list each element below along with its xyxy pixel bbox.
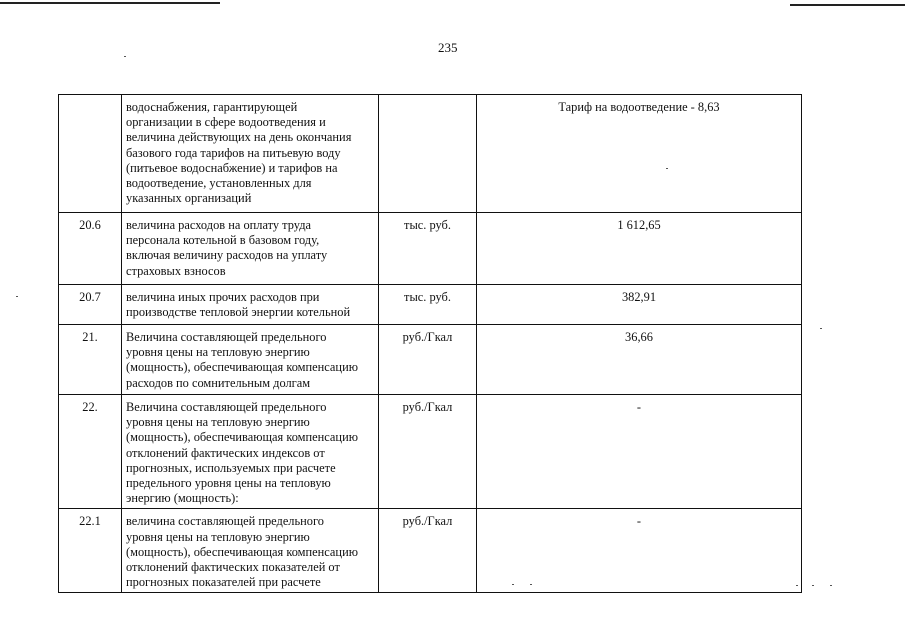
row-value: 382,91 [477,285,802,325]
row-description: Величина составляющей предельного уровня цены на тепловую энергию (мощность), обеспечивающая компенсацию расходов по сомнительным долгам [122,325,379,395]
row-unit: руб./Гкал [379,325,477,395]
row-value: 36,66 [477,325,802,395]
row-number: 22.1 [59,509,122,593]
row-description: величина составляющей предельного уровня цены на тепловую энергию (мощность), обеспечивающая компенсацию отклонений фактических показателей от прогнозных показателей при расчете [122,509,379,593]
scan-speck [812,585,814,586]
row-unit: руб./Гкал [379,509,477,593]
scan-speck [124,56,126,57]
scan-edge-line [790,4,905,6]
row-description: Величина составляющей предельного уровня цены на тепловую энергию (мощность), обеспечивающая компенсацию отклонений фактических индексов от прогнозных, используемых при расчете предельного уровня цены на тепловую энергию (мощность): [122,395,379,509]
row-description: величина расходов на оплату труда персонала котельной в базовом году, включая величину расходов на уплату страховых взносов [122,213,379,285]
row-value: Тариф на водоотведение - 8,63 [477,95,802,213]
table-row [59,213,802,285]
row-unit: руб./Гкал [379,395,477,509]
table-row [59,95,802,213]
row-value: - [477,509,802,593]
scan-speck [530,584,532,585]
scan-speck [796,585,798,586]
row-number: 20.7 [59,285,122,325]
row-unit [379,95,477,213]
row-unit: тыс. руб. [379,213,477,285]
row-description: величина иных прочих расходов при производстве тепловой энергии котельной [122,285,379,325]
row-number: 22. [59,395,122,509]
table-row [59,509,802,593]
table-row [59,395,802,509]
row-description: водоснабжения, гарантирующей организации в сфере водоотведения и величина действующих на день окончания базового года тарифов на питьевую воду (питьевое водоснабжение) и тарифов на водоотведение, установленных для указанных организаций [122,95,379,213]
scan-edge-line [0,2,220,4]
table-row [59,285,802,325]
scan-speck [820,328,822,329]
scan-speck [16,296,18,297]
page-number: 235 [438,40,458,55]
row-number: 21. [59,325,122,395]
table-row [59,325,802,395]
scan-speck [830,585,832,586]
row-unit: тыс. руб. [379,285,477,325]
row-value: 1 612,65 [477,213,802,285]
row-number [59,95,122,213]
scan-speck [512,584,514,585]
row-value: - [477,395,802,509]
tariff-table [58,94,802,593]
row-number: 20.6 [59,213,122,285]
scan-speck [666,168,668,169]
